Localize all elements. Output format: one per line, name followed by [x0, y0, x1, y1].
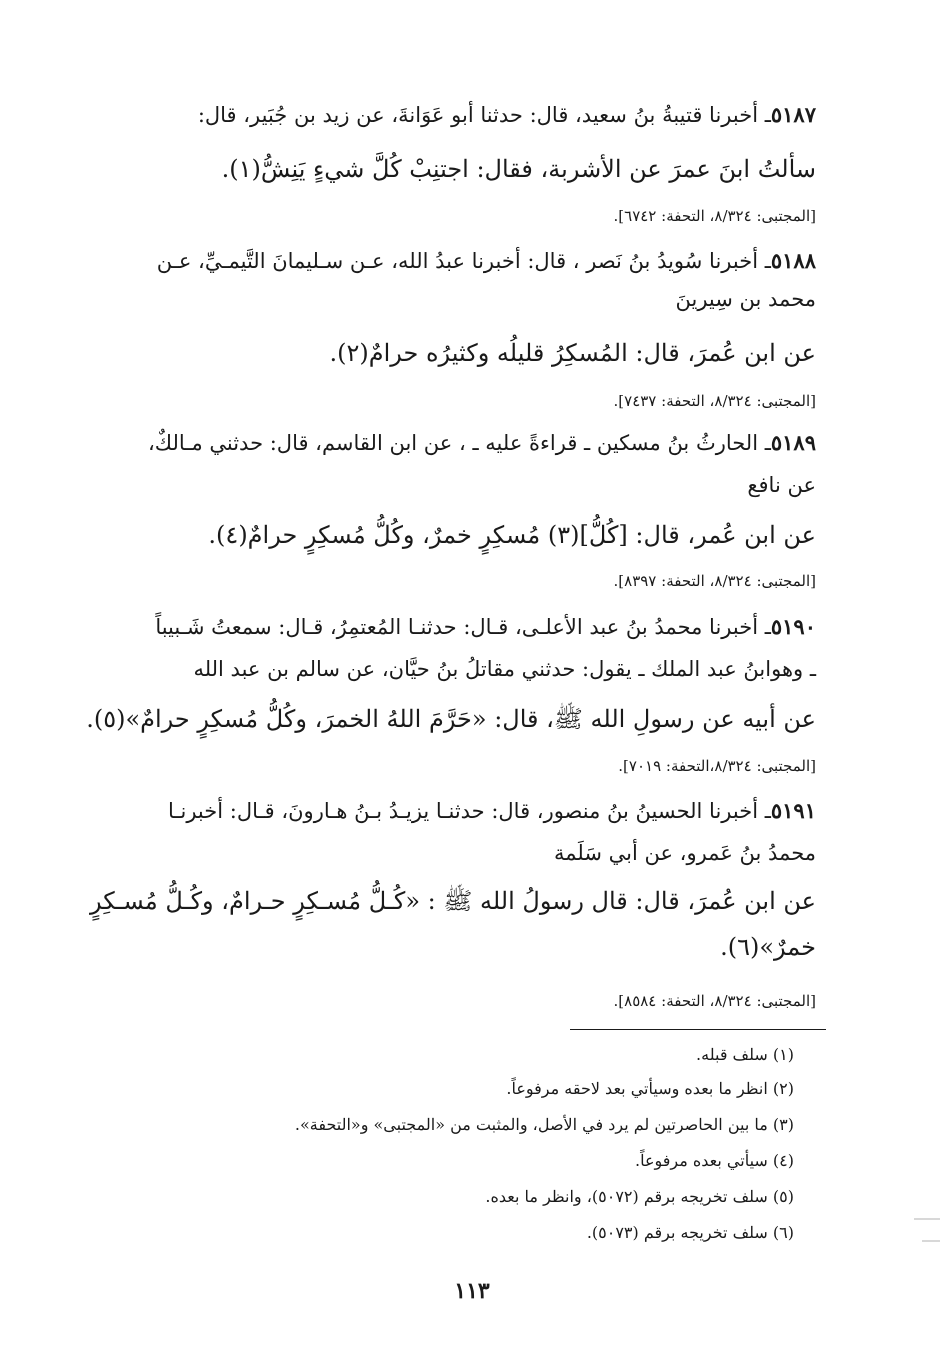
- hadith-5187-line-1: [126, 100, 816, 130]
- footnote-2: (٢) انظر ما بعده وسيأتي بعد لاحقه مرفوعاً.: [506, 1079, 794, 1098]
- hadith-text: ـ أخبرنا محمدُ بنُ عبد الأعلـى، قـال: حدثنـا المُعتمِرُ، قـال: سمعتُ شَـبيباً: [155, 615, 771, 639]
- hadith-text: ـ الحارثُ بنُ مسكين ـ قراءةً عليه ـ ، عن ابن القاسم، قال: حدثني مـالكٌ،: [148, 431, 771, 455]
- hadith-text: ـ أخبرنا قتيبةُ بنُ سعيد، قال: حدثنا أبو عَوَانةَ، عن زيد بن جُبَير، قال:: [197, 103, 771, 127]
- hadith-5188-line-1: [126, 246, 816, 276]
- scan-edge-mark: [914, 1218, 940, 1220]
- footnote-1: (١) سلف قبله.: [696, 1045, 794, 1064]
- hadith-number: ٥١٨٩: [770, 430, 816, 455]
- hadith-5191-reference: [المجتبى: ٨/٣٢٤، التحفة: ٨٥٨٤].: [613, 992, 816, 1010]
- scan-edge-mark: [922, 1240, 940, 1242]
- hadith-5187-line-2: سألتُ ابنَ عمرَ عن الأشربة، فقال: اجتنِبْ كُلَّ شيءٍ يَنِشُّ(١).: [221, 155, 816, 183]
- footnote-3: (٣) ما بين الحاصرتين لم يرد في الأصل، والمثبت من «المجتبى» و«التحفة».: [294, 1115, 794, 1134]
- hadith-text: ـ أخبرنا الحسينُ بنُ منصور، قال: حدثنـا يزيـدُ بـنُ هـارونَ، قـال: أخبرنـا: [167, 799, 771, 823]
- hadith-number: ٥١٨٧: [770, 102, 816, 127]
- hadith-number: ٥١٩٠: [770, 614, 816, 639]
- hadith-5188-line-3: عن ابن عُمرَ، قال: المُسكِرُ قليلُه وكثيرُه حرامٌ(٢).: [329, 339, 816, 367]
- hadith-number: ٥١٨٨: [770, 248, 816, 273]
- hadith-5188-line-2: محمد بن سِيرينَ: [675, 287, 816, 311]
- hadith-5191-line-4: خمرٌ»(٦).: [720, 933, 816, 961]
- hadith-5191-line-3: عن ابن عُمرَ، قال: قال رسولُ الله ﷺ : «كُـلُّ مُسـكِرٍ حـرامٌ، وكُـلُّ مُسـكِرٍ: [89, 887, 816, 915]
- hadith-5187-reference: [المجتبى: ٨/٣٢٤، التحفة: ٦٧٤٢].: [613, 207, 816, 225]
- hadith-5189-reference: [المجتبى: ٨/٣٢٤، التحفة: ٨٣٩٧].: [613, 572, 816, 590]
- hadith-5188-reference: [المجتبى: ٨/٣٢٤، التحفة: ٧٤٣٧].: [613, 392, 816, 410]
- hadith-5190-line-1: [126, 612, 816, 642]
- hadith-5189-line-3: عن ابن عُمر، قال: [كُلُّ](٣) مُسكِرٍ خمرٌ، وكُلُّ مُسكِرٍ حرامٌ(٤).: [208, 521, 816, 549]
- hadith-text: ـ أخبرنا سُويدُ بنُ نَصر ، قال: أخبرنا عبدُ الله، عـن سـليمانَ التَّيمـيِّ، عـن: [156, 249, 771, 273]
- hadith-5189-line-1: [126, 428, 816, 458]
- page-number: ١١٣: [454, 1278, 490, 1304]
- hadith-5190-line-3: عن أبيه عن رسولِ الله ﷺ، قال: «حَرَّمَ اللهُ الخمرَ، وكُلُّ مُسكِرٍ حرامٌ»(٥).: [86, 705, 816, 733]
- hadith-5191-line-2: محمدُ بنُ عَمرو، عن أبي سَلَمة: [554, 841, 816, 865]
- footnote-separator: [570, 1029, 826, 1030]
- hadith-5189-line-2: عن نافع: [747, 473, 816, 497]
- footnote-4: (٤) سيأتي بعده مرفوعاً.: [634, 1151, 794, 1170]
- hadith-5190-line-2: ـ وهوابنُ عبد الملك ـ يقول: حدثني مقاتلُ بنُ حيَّان، عن سالم بن عبد الله: [193, 657, 816, 681]
- footnote-5: (٥) سلف تخريجه برقم (٥٠٧٢)، وانظر ما بعده.: [485, 1187, 794, 1206]
- hadith-number: ٥١٩١: [770, 798, 816, 823]
- hadith-5190-reference: [المجتبى: ٨/٣٢٤،التحفة: ٧٠١٩].: [618, 757, 816, 775]
- hadith-5191-line-1: [126, 796, 816, 826]
- footnote-6: (٦) سلف تخريجه برقم (٥٠٧٣).: [586, 1223, 794, 1242]
